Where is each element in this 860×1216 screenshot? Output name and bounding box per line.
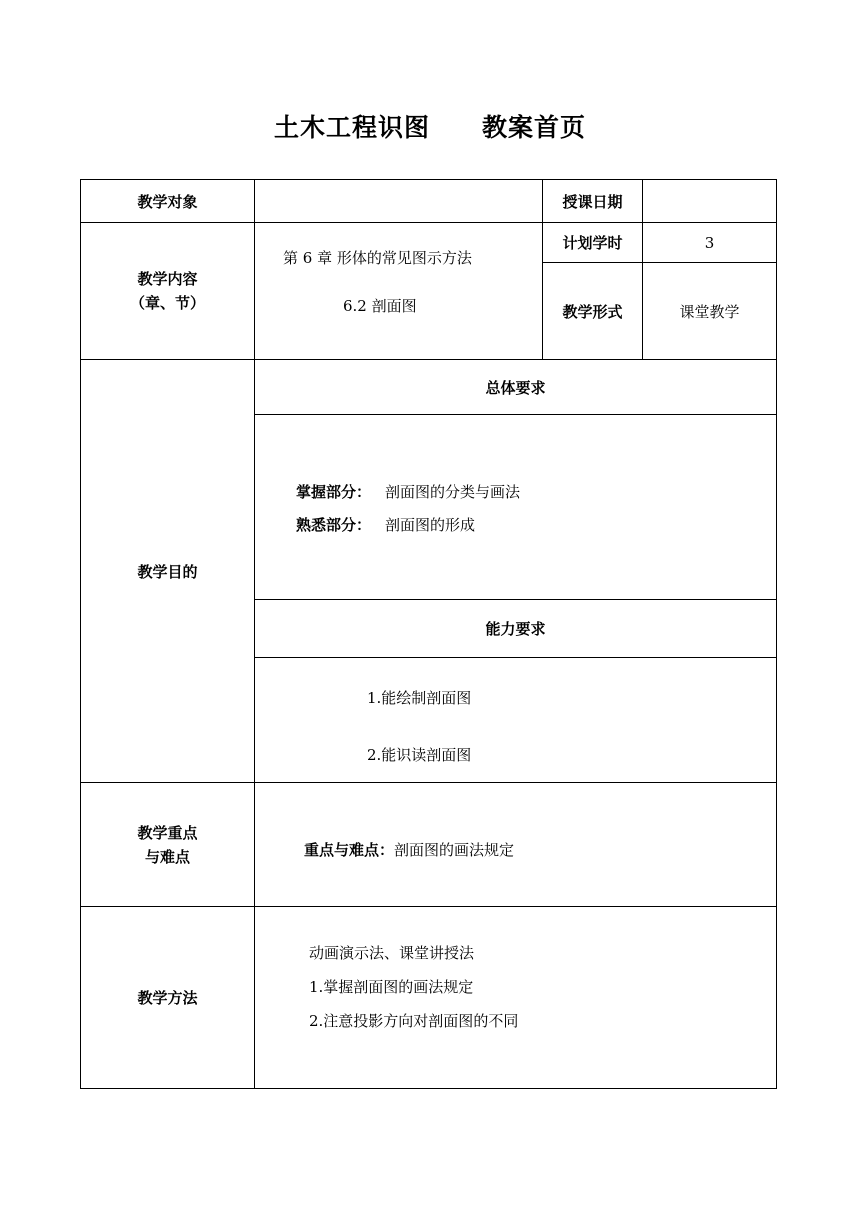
master-label: 掌握部分：	[296, 483, 372, 501]
ability-item-2: 2.能识读剖面图	[367, 746, 472, 764]
method-line-1: 动画演示法、课堂讲授法	[309, 944, 475, 962]
page-title	[0, 108, 860, 144]
date-value	[643, 180, 777, 223]
overall-body	[255, 415, 777, 600]
focus-label	[81, 783, 255, 907]
ability-header: 能力要求	[255, 600, 777, 658]
date-label: 授课日期	[543, 180, 643, 223]
form-value: 课堂教学	[643, 263, 777, 360]
overall-header: 总体要求	[255, 360, 777, 415]
ability-body	[255, 658, 777, 783]
method-line-3: 2.注意投影方向对剖面图的不同	[309, 1012, 519, 1030]
focus-key-label: 重点与难点：	[304, 841, 395, 859]
content-value	[255, 223, 543, 360]
target-value	[255, 180, 543, 223]
content-label	[81, 223, 255, 360]
objectives-label: 教学目的	[81, 360, 255, 783]
chapter-text: 第 6 章 形体的常见图示方法	[283, 249, 472, 267]
familiar-line	[296, 514, 475, 535]
method-body	[255, 907, 777, 1089]
focus-key-value: 剖面图的画法规定	[394, 841, 515, 859]
page-subtitle: 教案首页	[482, 113, 587, 142]
ability-item-1: 1.能绘制剖面图	[367, 689, 472, 707]
hours-label: 计划学时	[543, 223, 643, 263]
master-line	[296, 481, 520, 502]
method-label: 教学方法	[81, 907, 255, 1089]
section-text: 6.2 剖面图	[343, 297, 417, 315]
course-title: 土木工程识图	[273, 113, 430, 142]
focus-label-line2: 与难点	[144, 847, 190, 866]
hours-value: 3	[643, 223, 777, 263]
content-label-line2: （章、节）	[129, 294, 205, 312]
content-label-line1: 教学内容	[137, 270, 198, 288]
focus-label-line1: 教学重点	[137, 823, 198, 842]
focus-line	[304, 839, 514, 860]
lesson-plan-table	[80, 179, 777, 1089]
master-value: 剖面图的分类与画法	[385, 483, 521, 501]
focus-body	[255, 783, 777, 907]
form-label: 教学形式	[543, 263, 643, 360]
familiar-label: 熟悉部分：	[296, 516, 372, 534]
method-line-2: 1.掌握剖面图的画法规定	[309, 978, 474, 996]
familiar-value: 剖面图的形成	[385, 516, 476, 534]
target-label: 教学对象	[81, 180, 255, 223]
